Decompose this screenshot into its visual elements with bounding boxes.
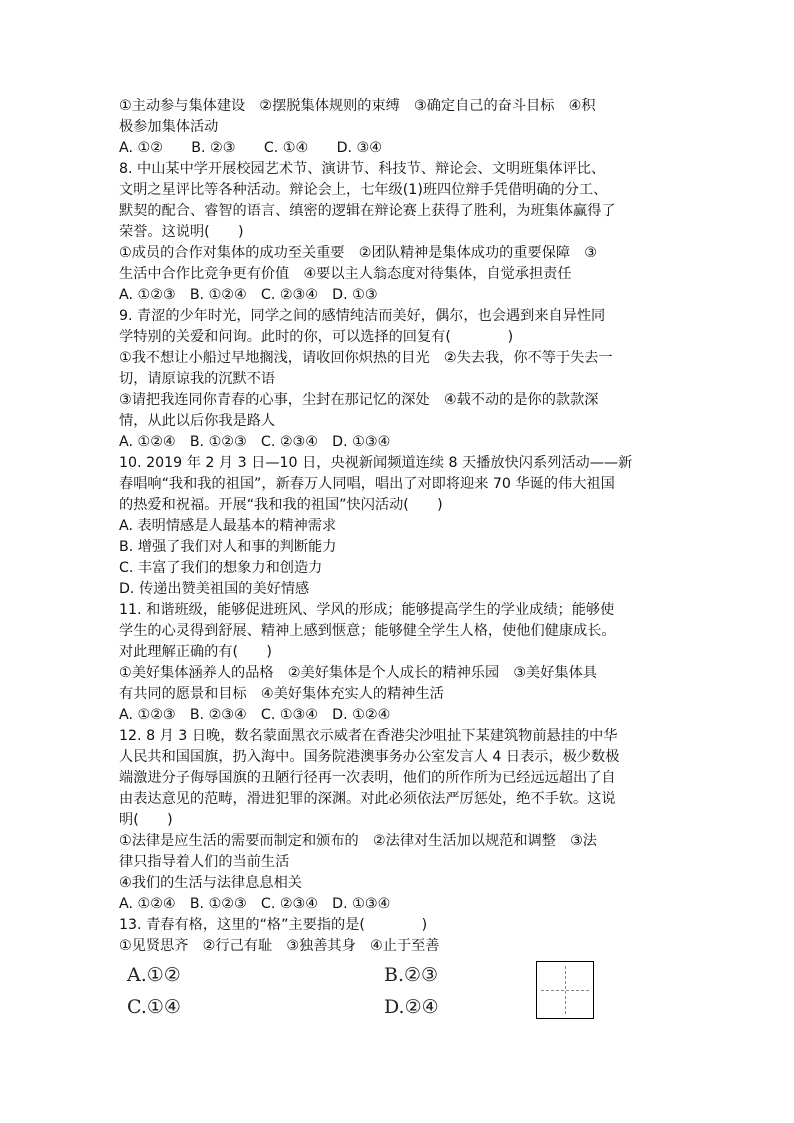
q12-stem-line: 人民共和国国旗，扔入海中。国务院港澳事务办公室发言人 4 日表示，极少数极 [119,749,620,765]
q13-choice-c: C.①④ [127,996,181,1018]
q9-options-line: ①我不想让小船过早地搁浅，请收回你炽热的目光 ②失去我，你不等于失去一 [119,350,613,366]
q12-options-line: 律只指导着人们的当前生活 [119,854,290,870]
q9-stem-line: 学特别的关爱和问询。此时的你，可以选择的回复有( ) [119,329,514,345]
q12-options-line: ①法律是应生活的需要而制定和颁布的 ②法律对生活加以规范和调整 ③法 [119,833,597,849]
q11-choices: A. ①②③ B. ②③④ C. ①③④ D. ①②④ [119,707,391,723]
q9-options-line: 切，请原谅我的沉默不语 [119,371,276,387]
q10-stem-line: 10. 2019 年 2 月 3 日—10 日，央视新闻频道连续 8 天播放快闪系列活动——新 [119,455,633,471]
q8-options-line: ①成员的合作对集体的成功至关重要 ②团队精神是集体成功的重要保障 ③ [119,245,597,261]
q9-options-line: 情，从此以后你我是路人 [119,413,276,429]
q8-stem-line: 默契的配合、睿智的语言、缜密的逻辑在辩论赛上获得了胜利，为班集体赢得了 [119,203,616,219]
grid-horizontal-guide [541,990,589,991]
q8-stem-line: 8. 中山某中学开展校园艺术节、演讲节、科技节、辩论会、文明班集体评比、 [119,161,606,177]
q13-choice-a: A.①② [127,964,181,986]
q13-choice-d: D.②④ [384,996,439,1018]
q10-stem-line: 春唱响“我和我的祖国”，新春万人同唱，唱出了对即将迎来 70 华诞的伟大祖国 [119,476,615,492]
q9-options-line: ③请把我连同你青春的心事，尘封在那记忆的深处 ④载不动的是你的款款深 [119,392,599,408]
q7-options-line: ①主动参与集体建设 ②摆脱集体规则的束缚 ③确定自己的奋斗目标 ④积 [119,98,596,114]
writing-grid-box [536,961,594,1019]
q11-stem-line: 学生的心灵得到舒展、精神上感到惬意；能够健全学生人格，使他们健康成长。 [119,623,616,639]
q10-choice-c: C. 丰富了我们的想象力和创造力 [119,560,323,576]
q12-choices: A. ①②④ B. ①②③ C. ②③④ D. ①③④ [119,896,391,912]
q11-options-line: 有共同的愿景和目标 ④美好集体充实人的精神生活 [119,686,444,702]
q9-stem-line: 9. 青涩的少年时光，同学之间的感情纯洁而美好，偶尔，也会遇到来自异性同 [119,308,606,324]
q13-stem-line: 13. 青春有格，这里的“格”主要指的是( ) [119,917,428,933]
q12-stem-line: 由表达意见的范畴，滑进犯罪的深渊。对此必须依法严厉惩处，绝不手软。这说 [119,791,616,807]
q11-stem-line: 对此理解正确的有( ) [119,644,272,660]
q8-choices: A. ①②③ B. ①②④ C. ②③④ D. ①③ [119,287,378,303]
q8-options-line: 生活中合作比竞争更有价值 ④要以主人翁态度对待集体，自觉承担责任 [119,266,572,282]
q10-choice-d: D. 传递出赞美祖国的美好情感 [119,581,310,597]
q12-stem-line: 端激进分子侮辱国旗的丑陋行径再一次表明，他们的所作所为已经远远超出了自 [119,770,616,786]
q7-choices: A. ①② B. ②③ C. ①④ D. ③④ [119,140,382,156]
q12-stem-line: 12. 8 月 3 日晚，数名蒙面黑衣示威者在香港尖沙咀扯下某建筑物前悬挂的中华 [119,728,618,744]
q12-options-line: ④我们的生活与法律息息相关 [119,875,302,891]
q9-choices: A. ①②④ B. ①②③ C. ②③④ D. ①③④ [119,434,391,450]
q11-stem-line: 11. 和谐班级，能够促进班风、学风的形成；能够提高学生的学业成绩；能够使 [119,602,615,618]
q13-options-line: ①见贤思齐 ②行己有耻 ③独善其身 ④止于至善 [119,938,440,954]
q12-stem-line: 明( ) [119,812,173,828]
q10-stem-line: 的热爱和祝福。开展“我和我的祖国”快闪活动( ) [119,497,443,513]
q8-stem-line: 荣誉。这说明( ) [119,224,244,240]
q8-stem-line: 文明之星评比等各种活动。辩论会上，七年级(1)班四位辩手凭借明确的分工、 [119,182,608,198]
q10-choice-b: B. 增强了我们对人和事的判断能力 [119,539,337,555]
q10-choice-a: A. 表明情感是人最基本的精神需求 [119,518,337,534]
q13-choice-b: B.②③ [384,964,439,986]
q7-options-line: 极参加集体活动 [119,119,219,135]
q11-options-line: ①美好集体涵养人的品格 ②美好集体是个人成长的精神乐园 ③美好集体具 [119,665,597,681]
